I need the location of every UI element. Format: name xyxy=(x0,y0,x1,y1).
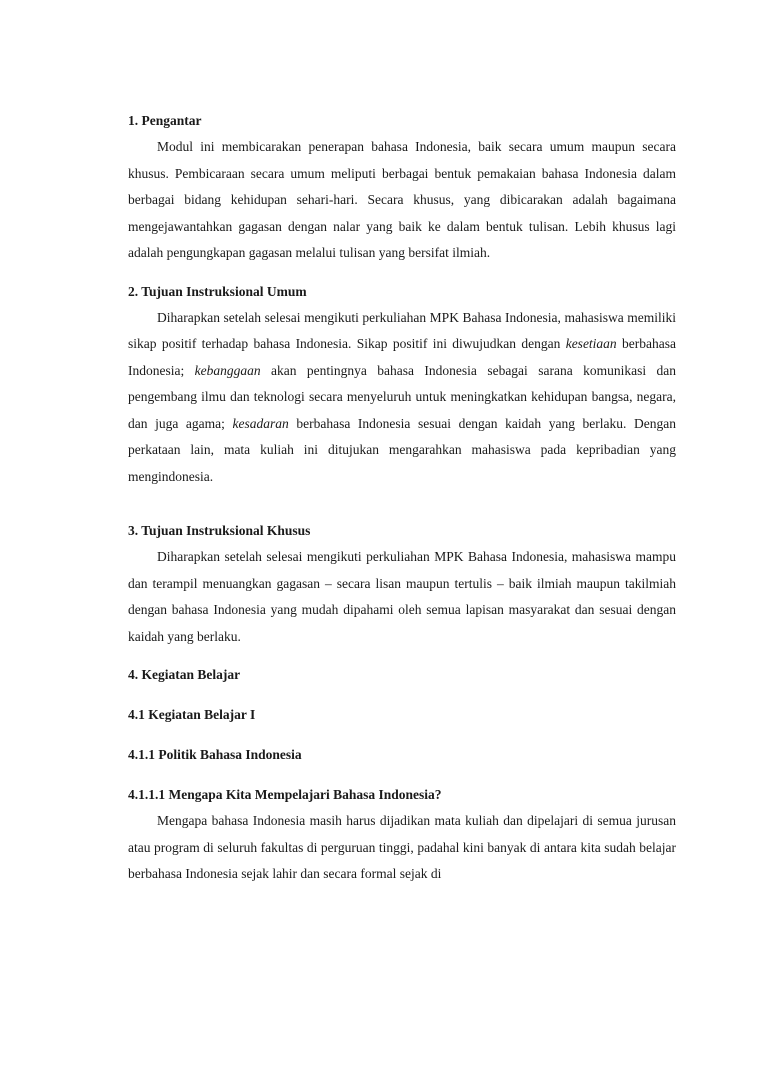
section-heading-pengantar: 1. Pengantar xyxy=(128,113,202,128)
emphasis-kebanggaan: kebanggaan xyxy=(194,362,261,378)
section-heading-kegiatan-belajar: 4. Kegiatan Belajar xyxy=(128,667,241,682)
section-heading-tujuan-umum: 2. Tujuan Instruksional Umum xyxy=(128,283,307,299)
paragraph-mengapa: Mengapa bahasa Indonesia masih harus dijadikan mata kuliah dan dipelajari di semua jurusan atau program di seluruh fakultas di perguruan tinggi, padahal kini banyak di antara kita sudah belajar berbahasa Indonesia sejak lahir dan secara formal sejak di xyxy=(128,813,676,881)
emphasis-kesetiaan: kesetiaan xyxy=(565,336,617,351)
paragraph-pengantar: Modul ini membicarakan penerapan bahasa Indonesia, baik secara umum maupun secara khusus. Pembicaraan secara umum meliputi berbagai bentuk pemakaian bahasa Indonesia dalam berbagai bidang kehidupan sehari-hari. Secara khusus, yang dibicarakan adalah bagaimana mengejawantahkan gagasan dengan nalar yang baik ke dalam bentuk tulisan. Lebih khusus lagi adalah pengungkapan gagasan melalui tulisan yang bersifat ilmiah. xyxy=(128,139,676,260)
section-heading-tujuan-khusus: 3. Tujuan Instruksional Khusus xyxy=(128,523,311,538)
paragraph-tujuan-umum xyxy=(128,305,676,491)
emphasis-kesadaran: kesadaran xyxy=(232,415,289,431)
paragraph-text: akan pentingnya bahasa Indonesia sebagai sarana komunikasi dan pengembang ilmu dan teknologi secara menyeluruh untuk meningkatkan kehidupan bangsa, negara, dan juga agama; xyxy=(128,362,676,431)
paragraph-text: berbahasa Indonesia sesuai dengan kaidah yang berlaku. Dengan perkataan lain, mata kuliah ini ditujukan mengarahkan mahasiswa pada kepribadian yang mengindonesia. xyxy=(128,415,676,484)
paragraph-text: berbahasa Indonesia; xyxy=(128,336,676,378)
section-heading-politik-bahasa: 4.1.1 Politik Bahasa Indonesia xyxy=(128,747,302,762)
document-body xyxy=(128,108,676,888)
paragraph-tujuan-khusus: Diharapkan setelah selesai mengikuti perkuliahan MPK Bahasa Indonesia, mahasiswa mampu dan terampil menuangkan gagasan – secara lisan maupun tertulis – baik ilmiah maupun takilmiah dengan bahasa Indonesia yang mudah dipahami oleh semua lapisan masyarakat dan sesuai dengan kaidah yang berlaku. xyxy=(128,549,676,644)
section-heading-kegiatan-belajar-1: 4.1 Kegiatan Belajar I xyxy=(128,707,256,722)
section-heading-mengapa: 4.1.1.1 Mengapa Kita Mempelajari Bahasa Indonesia? xyxy=(128,787,442,802)
paragraph-text: Diharapkan setelah selesai mengikuti perkuliahan MPK Bahasa Indonesia, mahasiswa memiliki sikap positif terhadap bahasa Indonesia. Sikap positif ini diwujudkan dengan xyxy=(128,309,676,351)
